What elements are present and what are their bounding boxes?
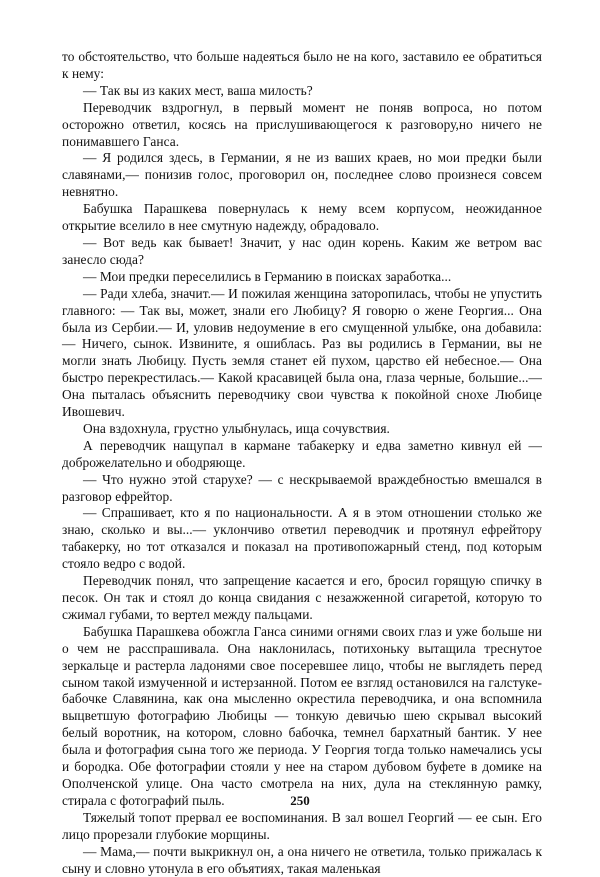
paragraph: Переводчик вздрогнул, в первый момент не поняв вопроса, но потом осторожно ответил, косясь на прислушивающегося к разговору,но ничего не понимавшего Ганса.: [62, 99, 542, 149]
paragraph: — Мои предки переселились в Германию в поисках заработка...: [83, 268, 452, 284]
paragraph: Переводчик понял, что запрещение касается и его, бросил горящую спичку в песок. Он так и стоял до конца свидания с незажженной сигаретой, которую то сжимал губами, то вертел между пальцами.: [62, 573, 542, 622]
paragraph: то обстоятельство, что больше надеяться было не на кого, заставило ее обратиться к нему:: [62, 49, 542, 81]
paragraph: — Мама,— почти выкрикнул он, а она ничего не ответила, только прижалась к сыну и словно утонула в его объятиях, такая маленькая: [62, 843, 542, 876]
paragraph: А переводчик нащупал в кармане табакерку и едва заметно кивнул ей — доброжелательно и ободряюще.: [62, 437, 542, 470]
paragraph: — Вот ведь как бывает! Значит, у нас один корень. Каким же ветром вас занесло сюда?: [62, 234, 542, 267]
paragraph: Бабушка Парашкева повернулась к нему всем корпусом, неожиданное открытие вселило в нее смутную надежду, обрадовало.: [62, 201, 542, 234]
paragraph: — Спрашивает, кто я по национальности. А я в этом отношении столько же знаю, сколько и вы...— уклончиво ответил переводчик и протянул ефрейтору табакерку, но тот отказался и показал на противопожарный стенд, под которым стояло ведро с водой.: [62, 505, 542, 572]
page-number: 250: [290, 793, 310, 808]
paragraph: Она вздохнула, грустно улыбнулась, ища сочувствия.: [83, 420, 390, 436]
paragraph: — Что нужно этой старухе? — с нескрываемой враждебностью вмешался в разговор ефрейтор.: [62, 471, 542, 504]
paragraph: Бабушка Парашкева обожгла Ганса синими огнями своих глаз и уже больше ни о чем не расспрашивала. Она наклонилась, потихоньку вытащила треснутое зеркальце и растерла ладонями свое посеревшее лицо, чтобы не выглядеть перед сыном такой измученной и истерзанной. Потом ее взгляд остановился на галстуке-бабочке Славянина, как она мысленно окрестила переводчика, и она вспомнила выцветшую фотографию Любицы — тонкую девичью шею скрывал высокий белый воротник, на котором, словно бабочка, темнел бархатный бантик. У нее была и фотография сына того же периода. У Георгия тогда только намечались усы и бородка. Обе фотографии стояли у нее на старом дубовом буфете в домике на Ополченской улице. Она часто смотрела на них, дула на стеклянную рамку, стирала с фотографий пыль.: [62, 623, 542, 808]
paragraph: — Так вы из каких мест, ваша милость?: [83, 82, 313, 98]
paragraph: Тяжелый топот прервал ее воспоминания. В зал вошел Георгий — ее сын. Его лицо прорезали глубокие морщины.: [62, 809, 542, 842]
paragraph: — Ради хлеба, значит.— И пожилая женщина заторопилась, чтобы не упустить главного: — Так вы, может, знали его Любицу? Я говорю о жене Георгия... Она была из Сербии.— И, уловив недоумение в его смущенной улыбке, она добавила: — Ничего, сынок. Извините, я ошиблась. Раз вы родились в Германии, вы не могли знать Любицу. Пусть земля станет ей пухом, царство ей небесное.— Она быстро перекрестилась.— Какой красавицей была она, глаза черные, большие...— Она пыталась объяснить переводчику свои чувства к покойной снохе Любице Ивошевич.: [62, 285, 542, 420]
body-text: [62, 49, 542, 877]
paragraph: — Я родился здесь, в Германии, я не из ваших краев, но мои предки были славянами,— понизив голос, проговорил он, последнее слово произнеся совсем невнятно.: [62, 150, 542, 200]
